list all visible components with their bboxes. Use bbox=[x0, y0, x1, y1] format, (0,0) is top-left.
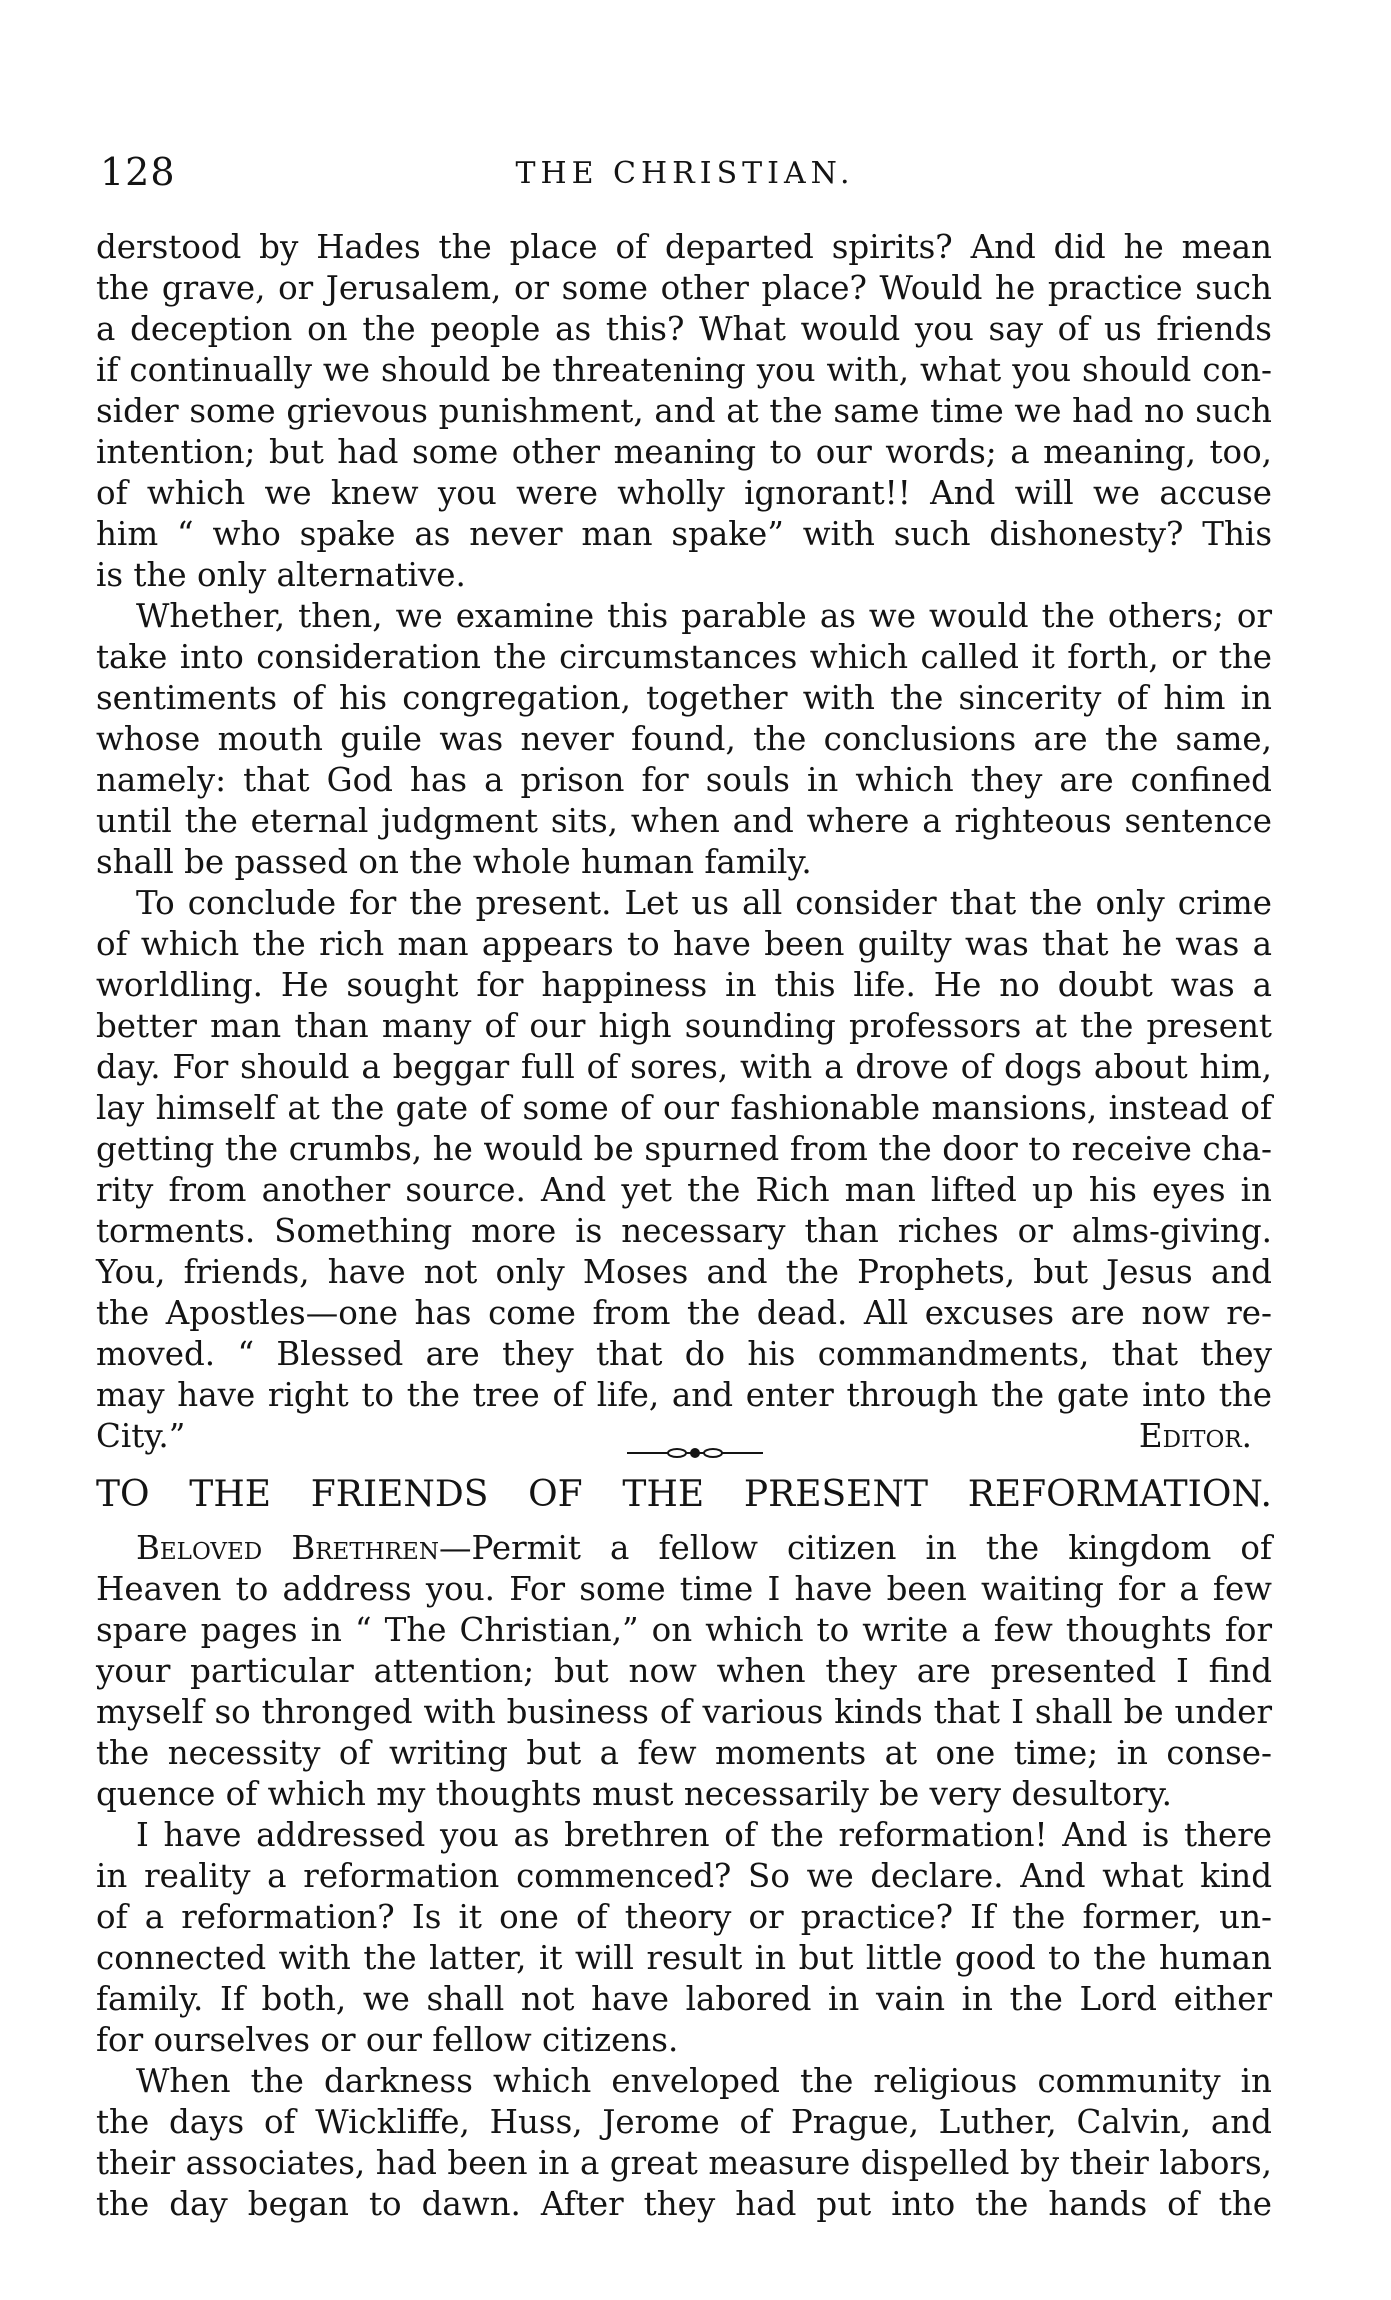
text-line: the grave, or Jerusalem, or some other place? Would he practice such bbox=[96, 269, 1272, 307]
text-line: sentiments of his congregation, together with the sincerity of him in bbox=[96, 679, 1272, 717]
text-line: To conclude for the present. Let us all consider that the only crime bbox=[136, 884, 1272, 922]
text-line: myself so thronged with business of various kinds that I shall be under bbox=[96, 1693, 1272, 1731]
text-line: may have right to the tree of life, and enter through the gate into the bbox=[96, 1376, 1272, 1414]
text-line: torments. Something more is necessary than riches or alms-giving. bbox=[96, 1212, 1272, 1250]
text-line: rity from another source. And yet the Rich man lifted up his eyes in bbox=[96, 1171, 1272, 1209]
text-line: of a reformation? Is it one of theory or practice? If the former, un- bbox=[96, 1898, 1272, 1936]
letter-body bbox=[96, 1528, 1272, 2225]
text-line: the days of Wickliffe, Huss, Jerome of Prague, Luther, Calvin, and bbox=[96, 2103, 1272, 2141]
text-line: until the eternal judgment sits, when and where a righteous sentence bbox=[96, 802, 1272, 840]
text-line: a deception on the people as this? What would you say of us friends bbox=[96, 310, 1272, 348]
page-number: 128 bbox=[100, 150, 176, 194]
text-line: Whether, then, we examine this parable as we would the others; or bbox=[136, 597, 1272, 635]
text-line: Heaven to address you. For some time I have been waiting for a few bbox=[96, 1570, 1272, 1608]
text-line: in reality a reformation commenced? So we declare. And what kind bbox=[96, 1857, 1272, 1895]
text-line: When the darkness which enveloped the religious community in bbox=[136, 2062, 1272, 2100]
text-line: I have addressed you as brethren of the reformation! And is there bbox=[136, 1816, 1272, 1854]
text-line bbox=[96, 1528, 1272, 1569]
text-line: the Apostles—one has come from the dead. All excuses are now re- bbox=[96, 1294, 1272, 1332]
section-divider-ornament bbox=[625, 1447, 765, 1459]
text-line: spare pages in “ The Christian,” on which to write a few thoughts for bbox=[96, 1611, 1272, 1649]
text-line: take into consideration the circumstances which called it forth, or the bbox=[96, 638, 1272, 676]
text-line: him “ who spake as never man spake” with such dishonesty? This bbox=[96, 515, 1272, 553]
text-line: if continually we should be threatening you with, what you should con- bbox=[96, 351, 1272, 389]
text-line: derstood by Hades the place of departed spirits? And did he mean bbox=[96, 228, 1272, 266]
journal-title: THE CHRISTIAN. bbox=[515, 156, 855, 191]
text-line: family. If both, we shall not have labored in vain in the Lord either bbox=[96, 1980, 1272, 2018]
text-line: namely: that God has a prison for souls in which they are confined bbox=[96, 761, 1272, 799]
editor-signature: Editor. bbox=[1138, 1417, 1252, 1455]
text-line: intention; but had some other meaning to our words; a meaning, too, bbox=[96, 433, 1272, 471]
text-line: lay himself at the gate of some of our fashionable mansions, instead of bbox=[96, 1089, 1272, 1127]
text-line: connected with the latter, it will result in but little good to the human bbox=[96, 1939, 1272, 1977]
text-line: their associates, had been in a great measure dispelled by their labors, bbox=[96, 2144, 1272, 2182]
article-heading: TO THE FRIENDS OF THE PRESENT REFORMATION. bbox=[96, 1474, 1272, 1515]
text-line: the day began to dawn. After they had put into the hands of the bbox=[96, 2185, 1272, 2223]
text-line: for ourselves or our fellow citizens. bbox=[96, 2021, 679, 2059]
text-line: whose mouth guile was never found, the conclusions are the same, bbox=[96, 720, 1272, 758]
text-line: your particular attention; but now when they are presented I find bbox=[96, 1652, 1272, 1690]
salutation: Beloved Brethren bbox=[136, 1529, 439, 1567]
text-line: the necessity of writing but a few moments at one time; in conse- bbox=[96, 1734, 1272, 1772]
text-line: You, friends, have not only Moses and the Prophets, but Jesus and bbox=[96, 1253, 1272, 1291]
closing-text: City.” bbox=[96, 1417, 186, 1455]
text-line: getting the crumbs, he would be spurned from the door to receive cha- bbox=[96, 1130, 1272, 1168]
text-line: quence of which my thoughts must necessarily be very desultory. bbox=[96, 1775, 1172, 1813]
article-body bbox=[96, 227, 1272, 1457]
text-line: of which we knew you were wholly ignorant!! And will we accuse bbox=[96, 474, 1272, 512]
text-line: sider some grievous punishment, and at the same time we had no such bbox=[96, 392, 1272, 430]
text-line: day. For should a beggar full of sores, with a drove of dogs about him, bbox=[96, 1048, 1272, 1086]
text-line: moved. “ Blessed are they that do his commandments, that they bbox=[96, 1335, 1272, 1373]
running-head bbox=[100, 150, 1270, 198]
text-line: shall be passed on the whole human family. bbox=[96, 843, 812, 881]
text-line: of which the rich man appears to have been guilty was that he was a bbox=[96, 925, 1272, 963]
text-line: better man than many of our high sounding professors at the present bbox=[96, 1007, 1272, 1045]
first-line-rest: —Permit a fellow citizen in the kingdom of bbox=[438, 1529, 1272, 1567]
text-line: is the only alternative. bbox=[96, 556, 466, 594]
text-line: worldling. He sought for happiness in this life. He no doubt was a bbox=[96, 966, 1272, 1004]
